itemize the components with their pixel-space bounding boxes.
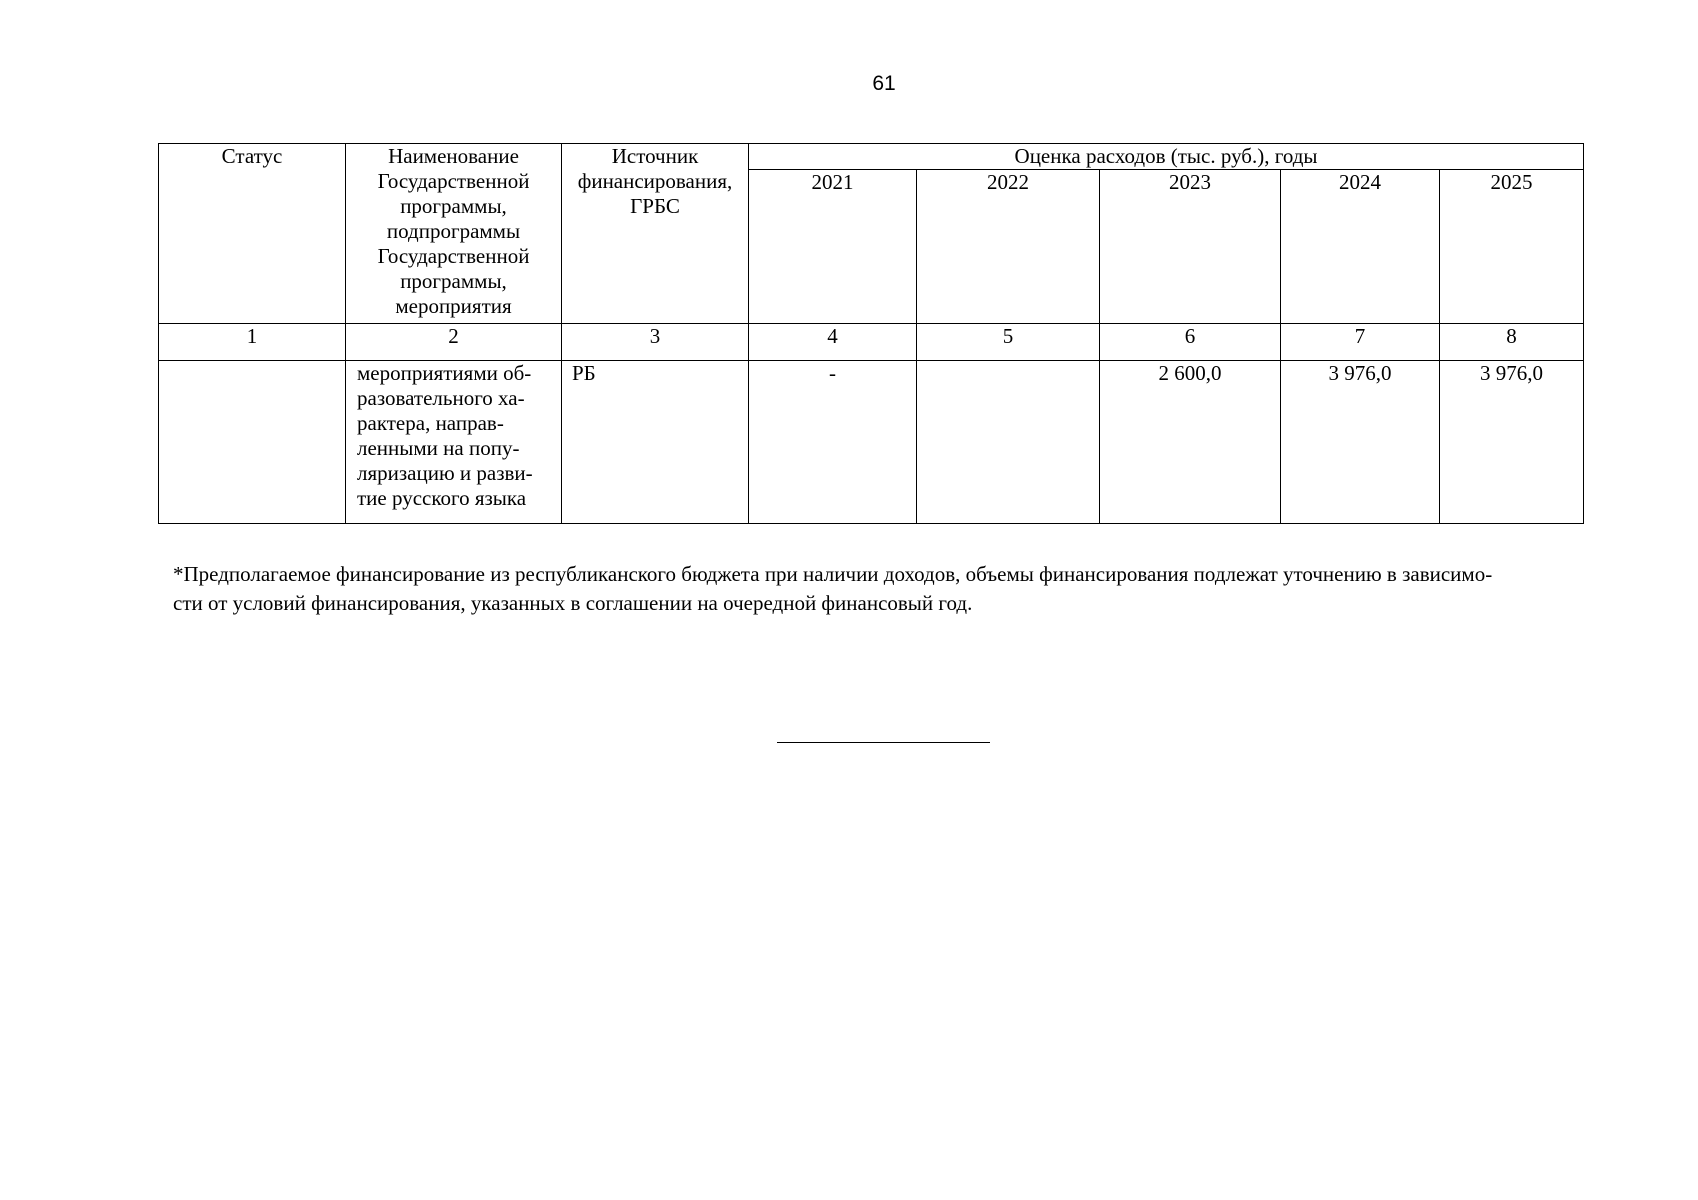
column-number: 6 xyxy=(1100,324,1281,361)
value-2023: 2 600,0 xyxy=(1100,361,1281,524)
budget-table xyxy=(158,143,1584,524)
value-2024: 3 976,0 xyxy=(1281,361,1440,524)
header-name-line: мероприятия xyxy=(395,294,512,318)
header-name xyxy=(346,144,562,324)
name-line: рактера, направ- xyxy=(357,411,504,435)
header-status: Статус xyxy=(159,144,346,324)
header-year: 2023 xyxy=(1100,170,1281,324)
header-source-line: Источник xyxy=(611,144,699,168)
column-number-row xyxy=(159,324,1584,361)
name-cell xyxy=(346,361,562,524)
footnote-line: сти от условий финансирования, указанных в соглашении на очередной финансовый год. xyxy=(173,591,973,615)
name-line: ленными на попу- xyxy=(357,436,520,460)
name-line: мероприятиями об- xyxy=(357,361,532,385)
header-year: 2025 xyxy=(1440,170,1584,324)
column-number: 1 xyxy=(159,324,346,361)
status-cell xyxy=(159,361,346,524)
footnote xyxy=(173,560,1588,618)
value-2025: 3 976,0 xyxy=(1440,361,1584,524)
value-2021: - xyxy=(749,361,917,524)
column-number: 3 xyxy=(562,324,749,361)
header-source-line: ГРБС xyxy=(630,194,680,218)
name-line: тие русского языка xyxy=(357,486,527,510)
header-name-line: Наименование xyxy=(388,144,519,168)
source-cell: РБ xyxy=(562,361,749,524)
page-number: 61 xyxy=(872,72,896,95)
column-number: 4 xyxy=(749,324,917,361)
header-name-line: Государственной xyxy=(377,169,530,193)
header-name-line: Государственной xyxy=(377,244,530,268)
header-name-line: программы, xyxy=(400,269,507,293)
header-estimate: Оценка расходов (тыс. руб.), годы xyxy=(749,144,1584,170)
header-year: 2021 xyxy=(749,170,917,324)
table-row xyxy=(159,361,1584,524)
header-year: 2024 xyxy=(1281,170,1440,324)
column-number: 7 xyxy=(1281,324,1440,361)
header-name-line: программы, xyxy=(400,194,507,218)
table-header-row xyxy=(159,144,1584,170)
value-2022 xyxy=(917,361,1100,524)
header-year: 2022 xyxy=(917,170,1100,324)
header-source-line: финансирования, xyxy=(577,169,733,193)
column-number: 2 xyxy=(346,324,562,361)
separator-line xyxy=(777,742,990,743)
footnote-line: *Предполагаемое финансирование из республиканского бюджета при наличии доходов, объемы финансирования подлежат уточнению в зависимо- xyxy=(173,562,1493,586)
header-source xyxy=(562,144,749,324)
name-line: ляризацию и разви- xyxy=(357,461,533,485)
column-number: 8 xyxy=(1440,324,1584,361)
header-name-line: подпрограммы xyxy=(386,219,521,243)
column-number: 5 xyxy=(917,324,1100,361)
name-line: разовательного ха- xyxy=(357,386,525,410)
